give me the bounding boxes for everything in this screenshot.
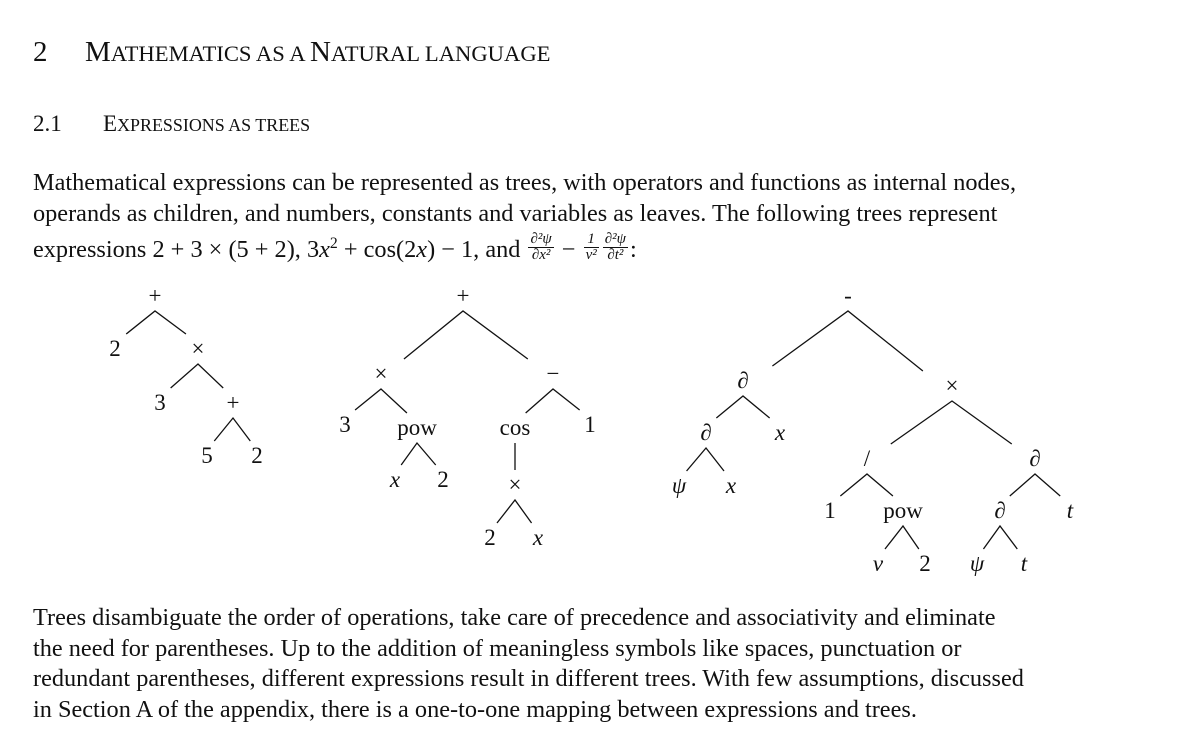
- tree-edge: [214, 418, 250, 441]
- tree-edge: [126, 311, 186, 334]
- section-title: 2 MATHEMATICS AS A NATURAL LANGUAGE: [33, 36, 551, 68]
- expression-2: $3x^2 + \cos(2x) - 1$,: [306, 235, 480, 264]
- subsection-title: 2.1 EXPRESSIONS AS TREES: [33, 111, 311, 136]
- conclusion-line-1: Trees disambiguate the order of operations, take care of precedence and associativity and eliminate: [33, 604, 996, 631]
- tree-edge: [891, 401, 1012, 444]
- tree-node: 2: [251, 443, 263, 468]
- intro-paragraph: [33, 168, 1168, 267]
- tree-node: pow: [883, 498, 923, 523]
- conclusion-line-2: the need for parentheses. Up to the addition of meaningless symbols like spaces, punctuation or: [33, 634, 962, 662]
- tree-node: ψ: [671, 473, 687, 498]
- expression-trees-figure: [0, 280, 1200, 600]
- tree-node: +: [456, 283, 470, 308]
- tree-node: 3: [339, 412, 351, 437]
- section-number: 2: [33, 36, 48, 68]
- tree-edge: [404, 311, 528, 359]
- tree-edge: [497, 500, 532, 523]
- tree-node: 3: [154, 390, 166, 415]
- tree-edge: [526, 389, 580, 413]
- tree-edge: [716, 396, 769, 418]
- tree-node: ×: [374, 361, 388, 386]
- expression-3: $\frac{\text{∂²ψ}}{\text{∂x²}}$ − $\frac{1}{\text{ν²}}$ $\frac{\text{∂²ψ}}{\text{∂t²}}$ :: [530, 231, 637, 264]
- intro-line-2: operands as children, and numbers, constants and variables as leaves. The following trees represent: [33, 199, 998, 227]
- tree-node: ∂: [1029, 446, 1041, 471]
- tree-edge: [401, 443, 436, 465]
- tree-node: ν: [872, 551, 884, 576]
- tree-node: 2: [437, 467, 449, 492]
- tree-edge: [885, 526, 919, 549]
- tree-node: −: [546, 361, 560, 386]
- tree-node: /: [863, 446, 871, 471]
- tree-node: cos: [499, 415, 531, 440]
- conclusion-line-4: in Section A of the appendix, there is a one-to-one mapping between expressions and trees.: [33, 695, 917, 723]
- tree-node: 1: [824, 498, 836, 523]
- tree-node: ∂: [737, 368, 749, 393]
- tree-node: -: [844, 283, 852, 308]
- tree-edge: [983, 526, 1017, 549]
- tree-node: ∂: [700, 420, 712, 445]
- tree-node: t: [1066, 498, 1074, 523]
- tree-edge: [355, 389, 407, 413]
- tree-edge: [1010, 474, 1060, 496]
- tree-node: 1: [584, 412, 596, 437]
- tree-node: x: [532, 525, 544, 550]
- tree-node: x: [774, 420, 786, 445]
- tree-node: 2: [109, 336, 121, 361]
- tree-node: ∂: [994, 498, 1006, 523]
- tree-edge: [840, 474, 893, 496]
- subsection-number: 2.1: [33, 111, 62, 136]
- tree-node: 5: [201, 443, 213, 468]
- tree-edge: [171, 364, 224, 388]
- tree-node: t: [1020, 551, 1028, 576]
- tree-node: ψ: [969, 551, 985, 576]
- tree-node: x: [725, 473, 737, 498]
- expression-1: 2 + 3 × (5 + 2),: [152, 236, 301, 264]
- tree-edge: [772, 311, 922, 371]
- tree-node: ×: [508, 472, 522, 497]
- tree-node: ×: [191, 336, 205, 361]
- tree-node: ×: [945, 373, 959, 398]
- tree-node: pow: [397, 415, 437, 440]
- tree-node: +: [148, 283, 162, 308]
- tree-node: +: [226, 390, 240, 415]
- tree-node: 2: [484, 525, 496, 550]
- intro-line-3: expressions 2 + 3 × (5 + 2), $3x^2 + \cos(2x) - 1$, and $\frac{\text{∂²ψ}}{\text{∂x²}}$ − $\frac{1}{\text{ν²}}$ $\frac{\text{∂²ψ}}{\text{∂t²}}$ :: [33, 231, 637, 264]
- tree-edge: [687, 448, 724, 471]
- conclusion-paragraph: [33, 603, 1168, 725]
- tree-node: 2: [919, 551, 931, 576]
- intro-line-1: Mathematical expressions can be represented as trees, with operators and functions as internal nodes,: [33, 169, 1017, 196]
- tree-node: x: [389, 467, 401, 492]
- conclusion-line-3: redundant parentheses, different expressions result in different trees. With few assumptions, discussed: [33, 665, 1024, 692]
